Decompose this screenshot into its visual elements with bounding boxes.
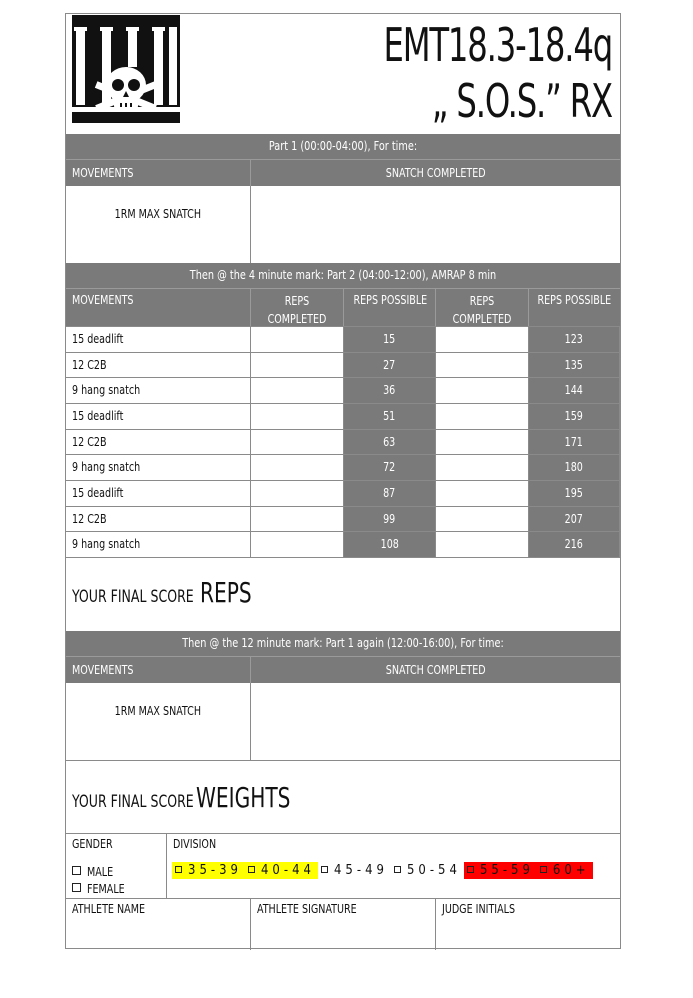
movement-cell xyxy=(66,327,251,352)
reps-possible-2-cell-text: 180 xyxy=(564,459,584,475)
reps-completed-2-input[interactable] xyxy=(436,455,529,480)
reps-completed-1-input[interactable] xyxy=(251,507,344,532)
movement-1rm-snatch: 1RM MAX SNATCH xyxy=(114,206,202,221)
reps-possible-1-cell-text: 27 xyxy=(383,356,396,372)
col-reps-possible-1: REPS POSSIBLE xyxy=(353,292,427,307)
part3-band xyxy=(66,631,620,656)
reps-possible-2-cell xyxy=(529,430,620,455)
movement-1rm-snatch: 1RM MAX SNATCH xyxy=(114,703,202,718)
final-score-weights-label: WEIGHTS xyxy=(196,781,291,814)
reps-completed-1-input[interactable] xyxy=(251,404,344,429)
reps-completed-2-input[interactable] xyxy=(436,430,529,455)
movement-cell xyxy=(66,404,251,429)
movement-cell-text: 12 C2B xyxy=(72,433,107,449)
col-movements: MOVEMENTS xyxy=(72,165,134,180)
table-row xyxy=(66,531,620,557)
final-score-label: YOUR FINAL SCORE xyxy=(72,587,194,607)
reps-possible-2-cell xyxy=(529,378,620,403)
col-movements: MOVEMENTS xyxy=(72,292,134,307)
workout-title: EMT18.3-18.4q xyxy=(383,18,612,72)
reps-completed-2-input[interactable] xyxy=(436,532,529,557)
table-row xyxy=(66,377,620,403)
division-options xyxy=(172,862,593,879)
movement-cell-text: 9 hang snatch xyxy=(72,382,141,398)
female-option[interactable] xyxy=(72,881,131,896)
reps-possible-1-cell xyxy=(344,455,436,480)
movement-cell xyxy=(66,430,251,455)
reps-possible-1-cell xyxy=(344,507,436,532)
division-option[interactable] xyxy=(464,862,537,879)
part2-header xyxy=(66,288,620,326)
reps-completed-1-input[interactable] xyxy=(251,378,344,403)
reps-possible-1-cell xyxy=(344,404,436,429)
division-option[interactable] xyxy=(245,862,318,879)
reps-possible-1-cell xyxy=(344,353,436,378)
reps-possible-1-cell-text: 15 xyxy=(383,331,396,346)
gender-division-row xyxy=(66,833,620,898)
table-row xyxy=(66,403,620,429)
movement-cell xyxy=(66,532,251,557)
reps-completed-1-input[interactable] xyxy=(251,481,344,506)
division-option-label: 60+ xyxy=(552,863,590,878)
reps-completed-1-input[interactable] xyxy=(251,430,344,455)
reps-possible-2-cell xyxy=(529,481,620,506)
col-reps-possible-2: REPS POSSIBLE xyxy=(537,292,612,307)
part1-band xyxy=(66,134,620,159)
reps-possible-2-cell xyxy=(529,404,620,429)
part2-table xyxy=(66,326,620,557)
reps-possible-2-cell-text: 144 xyxy=(564,382,584,398)
reps-completed-2-input[interactable] xyxy=(436,327,529,352)
athlete-signature-field[interactable] xyxy=(251,899,436,950)
reps-possible-2-cell xyxy=(529,353,620,378)
part3-body xyxy=(66,683,620,760)
part3-header xyxy=(66,656,620,683)
score-weights-row xyxy=(66,760,620,833)
division-checkbox-icon[interactable] xyxy=(175,866,182,873)
reps-possible-2-cell-text: 216 xyxy=(564,536,584,552)
snatch-completed-input[interactable] xyxy=(251,186,620,263)
reps-possible-2-cell xyxy=(529,507,620,532)
reps-completed-1-input[interactable] xyxy=(251,353,344,378)
division-option[interactable] xyxy=(172,862,245,879)
division-checkbox-icon[interactable] xyxy=(467,866,474,873)
reps-possible-1-cell-text: 72 xyxy=(383,459,396,475)
division-option[interactable] xyxy=(537,862,593,879)
division-checkbox-icon[interactable] xyxy=(321,866,328,873)
reps-possible-1-cell xyxy=(344,532,436,557)
movement-cell xyxy=(66,455,251,480)
col-snatch-completed: SNATCH COMPLETED xyxy=(385,662,486,677)
reps-possible-2-cell xyxy=(529,532,620,557)
reps-possible-1-cell xyxy=(344,327,436,352)
reps-possible-2-cell-text: 123 xyxy=(564,331,584,346)
scorecard-sheet xyxy=(65,13,621,949)
part1-band-text: Part 1 (00:00-04:00), For time: xyxy=(268,139,418,153)
reps-possible-2-cell xyxy=(529,455,620,480)
reps-possible-2-cell-text: 135 xyxy=(564,356,584,372)
movement-cell-text: 15 deadlift xyxy=(72,485,124,500)
male-checkbox-icon[interactable] xyxy=(72,866,81,875)
division-checkbox-icon[interactable] xyxy=(394,866,401,873)
col-reps-completed-1: REPS COMPLETED xyxy=(267,293,327,326)
reps-completed-1-input[interactable] xyxy=(251,532,344,557)
movement-cell-text: 9 hang snatch xyxy=(72,536,141,552)
reps-completed-1-input[interactable] xyxy=(251,327,344,352)
reps-completed-2-input[interactable] xyxy=(436,507,529,532)
col-reps-completed-2: REPS COMPLETED xyxy=(452,293,512,326)
movement-cell xyxy=(66,507,251,532)
part1-header xyxy=(66,159,620,186)
reps-completed-2-input[interactable] xyxy=(436,378,529,403)
snatch-completed-input[interactable] xyxy=(251,683,620,760)
gender-section xyxy=(66,834,167,899)
movement-cell xyxy=(66,481,251,506)
division-checkbox-icon[interactable] xyxy=(540,866,547,873)
judge-initials-label: JUDGE INITIALS xyxy=(442,901,516,916)
col-snatch-completed: SNATCH COMPLETED xyxy=(385,165,486,180)
movement-cell-text: 12 C2B xyxy=(72,356,107,372)
gender-label: GENDER xyxy=(72,836,113,851)
division-label: DIVISION xyxy=(173,836,217,851)
athlete-name-field[interactable] xyxy=(66,899,251,950)
female-label: FEMALE xyxy=(87,881,125,896)
reps-possible-1-cell-text: 51 xyxy=(383,408,396,423)
table-row xyxy=(66,352,620,378)
division-option[interactable] xyxy=(318,862,391,879)
skull-bars-logo-icon xyxy=(72,15,180,123)
reps-possible-1-cell-text: 87 xyxy=(383,485,396,500)
table-row xyxy=(66,454,620,480)
reps-possible-1-cell xyxy=(344,378,436,403)
athlete-signature-label: ATHLETE SIGNATURE xyxy=(257,901,357,916)
reps-possible-1-cell xyxy=(344,430,436,455)
male-label: MALE xyxy=(87,864,114,879)
part2-band xyxy=(66,263,620,288)
reps-completed-1-input[interactable] xyxy=(251,455,344,480)
reps-possible-1-cell xyxy=(344,481,436,506)
reps-possible-1-cell-text: 108 xyxy=(380,536,399,552)
division-option-label: 35-39 xyxy=(188,863,242,878)
reps-completed-2-input[interactable] xyxy=(436,404,529,429)
signoff-row xyxy=(66,898,620,949)
reps-possible-1-cell-text: 36 xyxy=(383,382,396,398)
reps-possible-2-cell xyxy=(529,327,620,352)
part2-band-text: Then @ the 4 minute mark: Part 2 (04:00-12:00), AMRAP 8 min xyxy=(189,268,497,282)
reps-completed-2-input[interactable] xyxy=(436,481,529,506)
reps-completed-2-input[interactable] xyxy=(436,353,529,378)
division-section xyxy=(167,834,620,899)
division-checkbox-icon[interactable] xyxy=(248,866,255,873)
movement-cell-text: 9 hang snatch xyxy=(72,459,141,475)
movement-cell-text: 12 C2B xyxy=(72,510,107,526)
score-reps-row xyxy=(66,557,620,631)
part1-body xyxy=(66,186,620,263)
division-option-label: 40-44 xyxy=(260,863,315,878)
final-score-reps-label: REPS xyxy=(200,576,252,609)
table-row xyxy=(66,506,620,532)
reps-possible-2-cell-text: 195 xyxy=(564,485,584,500)
athlete-name-label: ATHLETE NAME xyxy=(72,901,145,916)
division-option-label: 55-59 xyxy=(479,863,534,878)
reps-possible-2-cell-text: 171 xyxy=(564,433,584,449)
col-movements: MOVEMENTS xyxy=(72,662,134,677)
part3-band-text: Then @ the 12 minute mark: Part 1 again (12:00-16:00), For time: xyxy=(182,636,504,650)
final-score-label: YOUR FINAL SCORE xyxy=(72,792,194,812)
reps-possible-2-cell-text: 159 xyxy=(564,408,584,423)
movement-cell xyxy=(66,378,251,403)
table-row xyxy=(66,429,620,455)
division-option[interactable] xyxy=(391,862,464,879)
reps-possible-1-cell-text: 99 xyxy=(383,510,396,526)
movement-cell-text: 15 deadlift xyxy=(72,331,124,346)
judge-initials-field[interactable] xyxy=(436,899,620,950)
division-option-label: 50-54 xyxy=(406,863,461,878)
reps-possible-2-cell-text: 207 xyxy=(564,510,584,526)
header xyxy=(66,14,620,134)
table-row xyxy=(66,480,620,506)
workout-subtitle: „ S.O.S.” RX xyxy=(431,74,612,128)
male-option[interactable] xyxy=(72,864,118,879)
movement-cell xyxy=(66,353,251,378)
division-option-label: 45-49 xyxy=(333,863,388,878)
table-row xyxy=(66,326,620,352)
movement-cell-text: 15 deadlift xyxy=(72,408,124,423)
female-checkbox-icon[interactable] xyxy=(72,883,81,892)
reps-possible-1-cell-text: 63 xyxy=(383,433,396,449)
